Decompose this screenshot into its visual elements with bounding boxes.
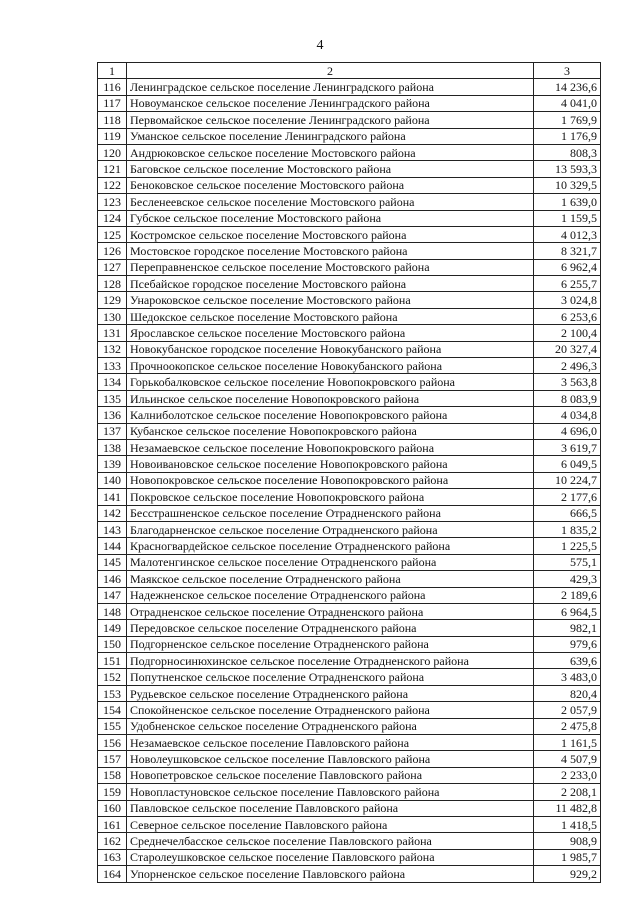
amount-value: 3 563,8 xyxy=(534,374,601,390)
settlement-name: Удобненское сельское поселение Отрадненского района xyxy=(127,718,534,734)
amount-value: 429,3 xyxy=(534,571,601,587)
table-row xyxy=(98,685,601,701)
row-number: 121 xyxy=(98,161,127,177)
row-number: 120 xyxy=(98,144,127,160)
table-row xyxy=(98,735,601,751)
row-number: 145 xyxy=(98,554,127,570)
amount-value: 908,9 xyxy=(534,833,601,849)
amount-value: 639,6 xyxy=(534,653,601,669)
amount-value: 2 100,4 xyxy=(534,325,601,341)
table-row xyxy=(98,439,601,455)
amount-value: 13 593,3 xyxy=(534,161,601,177)
row-number: 136 xyxy=(98,407,127,423)
settlement-name: Старолеушковское сельское поселение Павловского района xyxy=(127,849,534,865)
amount-value: 1 159,5 xyxy=(534,210,601,226)
table-row xyxy=(98,292,601,308)
row-number: 137 xyxy=(98,423,127,439)
amount-value: 929,2 xyxy=(534,866,601,882)
row-number: 124 xyxy=(98,210,127,226)
settlement-name: Подгорносинюхинское сельское поселение Отрадненского района xyxy=(127,653,534,669)
row-number: 146 xyxy=(98,571,127,587)
row-number: 164 xyxy=(98,866,127,882)
amount-value: 979,6 xyxy=(534,636,601,652)
row-number: 118 xyxy=(98,112,127,128)
settlement-name: Незамаевское сельское поселение Новопокровского района xyxy=(127,439,534,455)
row-number: 163 xyxy=(98,849,127,865)
settlements-table xyxy=(97,62,601,883)
table-row xyxy=(98,472,601,488)
row-number: 126 xyxy=(98,243,127,259)
settlement-name: Рудьевское сельское поселение Отрадненского района xyxy=(127,685,534,701)
amount-value: 4 041,0 xyxy=(534,95,601,111)
settlement-name: Баговское сельское поселение Мостовского района xyxy=(127,161,534,177)
amount-value: 20 327,4 xyxy=(534,341,601,357)
table-row xyxy=(98,374,601,390)
row-number: 149 xyxy=(98,620,127,636)
settlement-name: Беноковское сельское поселение Мостовского района xyxy=(127,177,534,193)
settlement-name: Ильинское сельское поселение Новопокровского района xyxy=(127,390,534,406)
table-row xyxy=(98,112,601,128)
table-body xyxy=(98,63,601,883)
amount-value: 1 161,5 xyxy=(534,735,601,751)
settlement-name: Мостовское городское поселение Мостовского района xyxy=(127,243,534,259)
table-row xyxy=(98,866,601,882)
table-row xyxy=(98,194,601,210)
amount-value: 1 418,5 xyxy=(534,816,601,832)
row-number: 139 xyxy=(98,456,127,472)
amount-value: 14 236,6 xyxy=(534,79,601,95)
settlement-name: Попутненское сельское поселение Отрадненского района xyxy=(127,669,534,685)
amount-value: 11 482,8 xyxy=(534,800,601,816)
settlement-name: Новопокровское сельское поселение Новопокровского района xyxy=(127,472,534,488)
table-row xyxy=(98,800,601,816)
settlement-name: Новоивановское сельское поселение Новопокровского района xyxy=(127,456,534,472)
row-number: 154 xyxy=(98,702,127,718)
row-number: 131 xyxy=(98,325,127,341)
row-number: 155 xyxy=(98,718,127,734)
row-number: 158 xyxy=(98,767,127,783)
header-col-1: 1 xyxy=(98,63,127,79)
table-row xyxy=(98,784,601,800)
settlement-name: Уманское сельское поселение Ленинградского района xyxy=(127,128,534,144)
table-row xyxy=(98,505,601,521)
table-row xyxy=(98,751,601,767)
amount-value: 1 639,0 xyxy=(534,194,601,210)
table-row xyxy=(98,669,601,685)
table-row xyxy=(98,95,601,111)
settlement-name: Малотенгинское сельское поселение Отрадненского района xyxy=(127,554,534,570)
table-row xyxy=(98,128,601,144)
header-col-2: 2 xyxy=(127,63,534,79)
amount-value: 3 024,8 xyxy=(534,292,601,308)
settlement-name: Губское сельское поселение Мостовского района xyxy=(127,210,534,226)
table-row xyxy=(98,390,601,406)
table-row xyxy=(98,603,601,619)
amount-value: 10 224,7 xyxy=(534,472,601,488)
row-number: 130 xyxy=(98,308,127,324)
settlement-name: Новопетровское сельское поселение Павловского района xyxy=(127,767,534,783)
amount-value: 1 769,9 xyxy=(534,112,601,128)
amount-value: 4 696,0 xyxy=(534,423,601,439)
amount-value: 6 049,5 xyxy=(534,456,601,472)
table-row xyxy=(98,226,601,242)
table-row xyxy=(98,341,601,357)
table-row xyxy=(98,276,601,292)
amount-value: 2 475,8 xyxy=(534,718,601,734)
table-row xyxy=(98,423,601,439)
table-row xyxy=(98,816,601,832)
amount-value: 10 329,5 xyxy=(534,177,601,193)
table-row xyxy=(98,702,601,718)
settlement-name: Новолеушковское сельское поселение Павловского района xyxy=(127,751,534,767)
table-row xyxy=(98,767,601,783)
row-number: 159 xyxy=(98,784,127,800)
row-number: 138 xyxy=(98,439,127,455)
table-row xyxy=(98,456,601,472)
amount-value: 2 208,1 xyxy=(534,784,601,800)
page-number: 4 xyxy=(316,38,324,53)
table-row xyxy=(98,620,601,636)
amount-value: 2 496,3 xyxy=(534,358,601,374)
row-number: 119 xyxy=(98,128,127,144)
amount-value: 1 225,5 xyxy=(534,538,601,554)
row-number: 135 xyxy=(98,390,127,406)
settlement-name: Передовское сельское поселение Отрадненского района xyxy=(127,620,534,636)
settlement-name: Андрюковское сельское поселение Мостовского района xyxy=(127,144,534,160)
settlement-name: Кубанское сельское поселение Новопокровского района xyxy=(127,423,534,439)
amount-value: 2 177,6 xyxy=(534,489,601,505)
table-row xyxy=(98,554,601,570)
table-row xyxy=(98,538,601,554)
settlement-name: Переправненское сельское поселение Мостовского района xyxy=(127,259,534,275)
settlement-name: Спокойненское сельское поселение Отрадненского района xyxy=(127,702,534,718)
settlement-name: Прочноокопское сельское поселение Новокубанского района xyxy=(127,358,534,374)
table-row xyxy=(98,144,601,160)
settlement-name: Псебайское городское поселение Мостовского района xyxy=(127,276,534,292)
row-number: 152 xyxy=(98,669,127,685)
settlement-name: Надежненское сельское поселение Отрадненского района xyxy=(127,587,534,603)
settlement-name: Незамаевское сельское поселение Павловского района xyxy=(127,735,534,751)
row-number: 117 xyxy=(98,95,127,111)
settlement-name: Северное сельское поселение Павловского района xyxy=(127,816,534,832)
settlement-name: Калниболотское сельское поселение Новопокровского района xyxy=(127,407,534,423)
settlement-name: Покровское сельское поселение Новопокровского района xyxy=(127,489,534,505)
amount-value: 8 321,7 xyxy=(534,243,601,259)
table-row xyxy=(98,308,601,324)
table-row xyxy=(98,587,601,603)
row-number: 160 xyxy=(98,800,127,816)
amount-value: 4 012,3 xyxy=(534,226,601,242)
table-row xyxy=(98,210,601,226)
row-number: 156 xyxy=(98,735,127,751)
settlement-name: Шедокское сельское поселение Мостовского района xyxy=(127,308,534,324)
row-number: 122 xyxy=(98,177,127,193)
settlement-name: Унароковское сельское поселение Мостовского района xyxy=(127,292,534,308)
table-row xyxy=(98,243,601,259)
settlement-name: Бесстрашненское сельское поселение Отрадненского района xyxy=(127,505,534,521)
table-row xyxy=(98,161,601,177)
row-number: 151 xyxy=(98,653,127,669)
row-number: 142 xyxy=(98,505,127,521)
row-number: 162 xyxy=(98,833,127,849)
row-number: 141 xyxy=(98,489,127,505)
settlement-name: Новоуманское сельское поселение Ленинградского района xyxy=(127,95,534,111)
table-row xyxy=(98,571,601,587)
row-number: 148 xyxy=(98,603,127,619)
row-number: 161 xyxy=(98,816,127,832)
row-number: 157 xyxy=(98,751,127,767)
settlement-name: Маякское сельское поселение Отрадненского района xyxy=(127,571,534,587)
header-col-3: 3 xyxy=(534,63,601,79)
settlement-name: Благодарненское сельское поселение Отрадненского района xyxy=(127,521,534,537)
amount-value: 6 962,4 xyxy=(534,259,601,275)
row-number: 129 xyxy=(98,292,127,308)
row-number: 128 xyxy=(98,276,127,292)
row-number: 134 xyxy=(98,374,127,390)
settlement-name: Костромское сельское поселение Мостовского района xyxy=(127,226,534,242)
amount-value: 3 483,0 xyxy=(534,669,601,685)
amount-value: 982,1 xyxy=(534,620,601,636)
table-row xyxy=(98,325,601,341)
row-number: 140 xyxy=(98,472,127,488)
amount-value: 6 253,6 xyxy=(534,308,601,324)
row-number: 125 xyxy=(98,226,127,242)
settlement-name: Среднечелбасское сельское поселение Павловского района xyxy=(127,833,534,849)
row-number: 127 xyxy=(98,259,127,275)
table-row xyxy=(98,489,601,505)
row-number: 150 xyxy=(98,636,127,652)
settlement-name: Подгорненское сельское поселение Отрадненского района xyxy=(127,636,534,652)
amount-value: 4 034,8 xyxy=(534,407,601,423)
amount-value: 2 233,0 xyxy=(534,767,601,783)
settlement-name: Бесленеевское сельское поселение Мостовского района xyxy=(127,194,534,210)
row-number: 123 xyxy=(98,194,127,210)
table-row xyxy=(98,521,601,537)
settlement-name: Горькобалковское сельское поселение Новопокровского района xyxy=(127,374,534,390)
amount-value: 4 507,9 xyxy=(534,751,601,767)
table-row xyxy=(98,833,601,849)
settlement-name: Упорненское сельское поселение Павловского района xyxy=(127,866,534,882)
amount-value: 6 964,5 xyxy=(534,603,601,619)
amount-value: 820,4 xyxy=(534,685,601,701)
amount-value: 8 083,9 xyxy=(534,390,601,406)
table-row xyxy=(98,358,601,374)
settlement-name: Новопластуновское сельское поселение Павловского района xyxy=(127,784,534,800)
row-number: 116 xyxy=(98,79,127,95)
settlement-name: Отрадненское сельское поселение Отрадненского района xyxy=(127,603,534,619)
row-number: 132 xyxy=(98,341,127,357)
table-row xyxy=(98,407,601,423)
amount-value: 2 057,9 xyxy=(534,702,601,718)
row-number: 153 xyxy=(98,685,127,701)
amount-value: 1 985,7 xyxy=(534,849,601,865)
row-number: 133 xyxy=(98,358,127,374)
table-row xyxy=(98,849,601,865)
table-row xyxy=(98,177,601,193)
row-number: 144 xyxy=(98,538,127,554)
amount-value: 3 619,7 xyxy=(534,439,601,455)
settlement-name: Новокубанское городское поселение Новокубанского района xyxy=(127,341,534,357)
settlement-name: Ярославское сельское поселение Мостовского района xyxy=(127,325,534,341)
amount-value: 808,3 xyxy=(534,144,601,160)
table-row xyxy=(98,636,601,652)
table-row xyxy=(98,79,601,95)
amount-value: 2 189,6 xyxy=(534,587,601,603)
settlement-name: Павловское сельское поселение Павловского района xyxy=(127,800,534,816)
amount-value: 1 176,9 xyxy=(534,128,601,144)
settlement-name: Красногвардейское сельское поселение Отрадненского района xyxy=(127,538,534,554)
amount-value: 575,1 xyxy=(534,554,601,570)
row-number: 143 xyxy=(98,521,127,537)
amount-value: 6 255,7 xyxy=(534,276,601,292)
amount-value: 666,5 xyxy=(534,505,601,521)
table-row xyxy=(98,718,601,734)
amount-value: 1 835,2 xyxy=(534,521,601,537)
table-row xyxy=(98,259,601,275)
settlement-name: Ленинградское сельское поселение Ленинградского района xyxy=(127,79,534,95)
row-number: 147 xyxy=(98,587,127,603)
table-row xyxy=(98,653,601,669)
table-header-row xyxy=(98,63,601,79)
settlement-name: Первомайское сельское поселение Ленинградского района xyxy=(127,112,534,128)
